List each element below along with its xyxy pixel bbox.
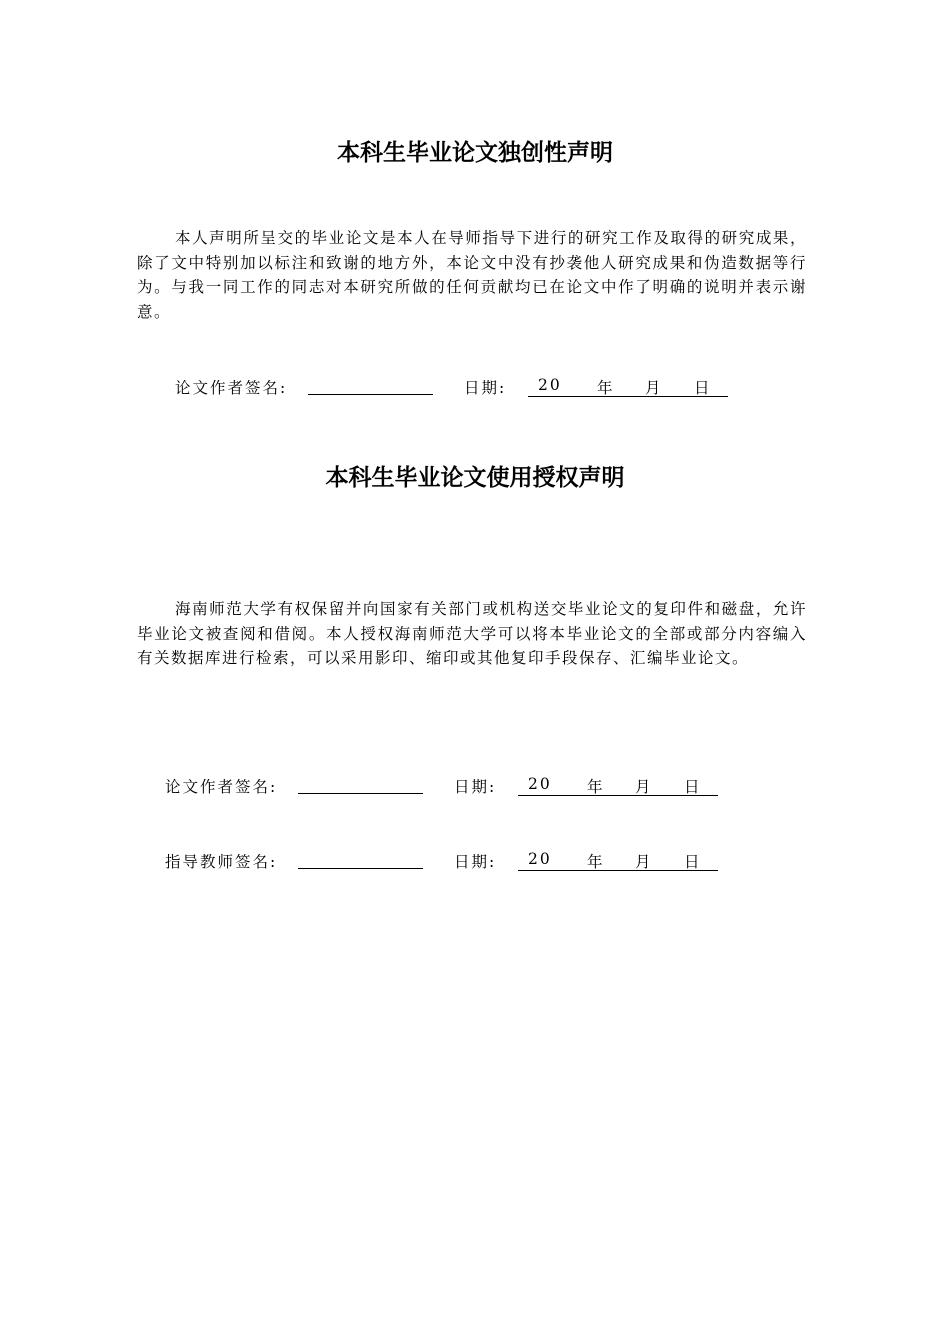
originality-title: 本科生毕业论文独创性声明 — [337, 140, 613, 166]
date-year-prefix: 20 — [528, 850, 552, 868]
date-year-prefix: 20 — [538, 376, 562, 394]
date-day-unit: 日 — [694, 379, 712, 397]
originality-body: 本人声明所呈交的毕业论文是本人在导师指导下进行的研究工作及取得的研究成果，除了文中特别加以标注和致谢的地方外，本论文中没有抄袭他人研究成果和伪造数据等行为。与我一同工作的同志对本研究所做的任何贡献均已在论文中作了明确的说明并表示谢意。 — [137, 229, 807, 321]
authorization-title: 本科生毕业论文使用授权声明 — [325, 465, 625, 491]
authorization-body: 海南师范大学有权保留并向国家有关部门或机构送交毕业论文的复印件和磁盘，允许毕业论文被查阅和借阅。本人授权海南师范大学可以将本毕业论文的全部或部分内容编入有关数据库进行检索，可以采用影印、缩印或其他复印手段保存、汇编毕业论文。 — [137, 600, 807, 667]
author-signature-label: 论文作者签名: — [175, 379, 288, 397]
date-field[interactable] — [528, 376, 728, 397]
author-signature-field[interactable] — [308, 394, 433, 395]
date-year-prefix: 20 — [528, 775, 552, 793]
advisor-signature-label: 指导教师签名: — [165, 853, 278, 871]
date-label: 日期: — [454, 853, 497, 871]
advisor-signature-row — [165, 850, 725, 874]
advisor-signature-field[interactable] — [298, 868, 423, 869]
date-label: 日期: — [464, 379, 507, 397]
date-field[interactable] — [518, 850, 718, 871]
date-day-unit: 日 — [684, 853, 702, 871]
originality-signature-row — [175, 376, 735, 400]
author-signature-label: 论文作者签名: — [165, 778, 278, 796]
date-month-unit: 月 — [635, 853, 653, 871]
date-month-unit: 月 — [635, 778, 653, 796]
date-field[interactable] — [518, 775, 718, 796]
date-month-unit: 月 — [645, 379, 663, 397]
authorization-author-signature-row — [165, 775, 725, 799]
date-day-unit: 日 — [684, 778, 702, 796]
date-year-unit: 年 — [597, 379, 615, 397]
date-year-unit: 年 — [587, 778, 605, 796]
author-signature-field[interactable] — [298, 793, 423, 794]
date-year-unit: 年 — [587, 853, 605, 871]
date-label: 日期: — [454, 778, 497, 796]
